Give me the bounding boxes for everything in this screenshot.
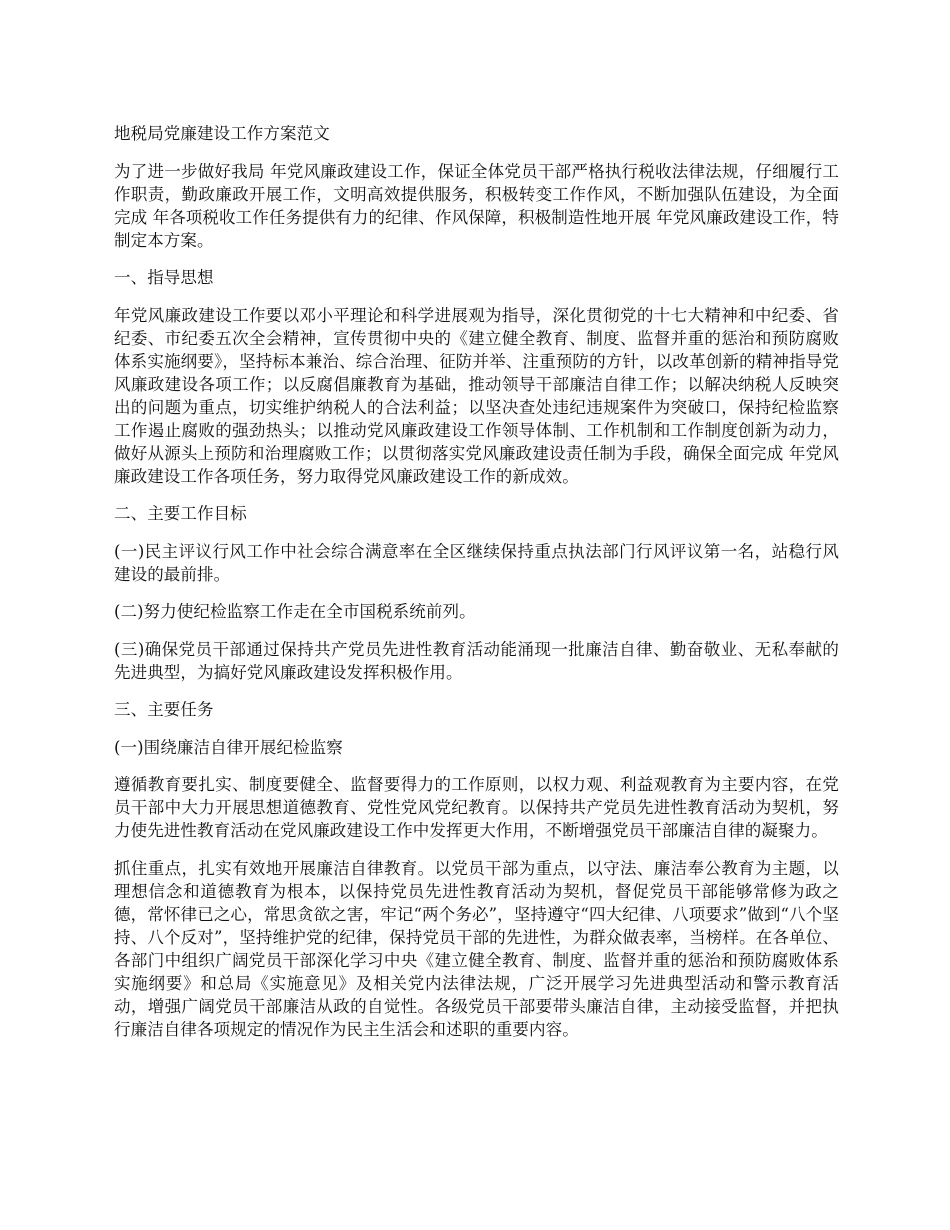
document-body <box>114 122 839 1055</box>
subsection-heading-task-1: (一)围绕廉洁自律开展纪检监察 <box>114 737 343 757</box>
document-title: 地税局党廉建设工作方案范文 <box>114 124 330 143</box>
goal-item-3: (三)确保党员干部通过保持共产党员先进性教育活动能涌现一批廉洁自律、勤奋敬业、无私奉献的先进典型，为搞好党风廉政建设发挥积极作用。 <box>114 639 839 682</box>
goal-item-1: (一)民主评议行风工作中社会综合满意率在全区继续保持重点执法部门行风评议第一名，站稳行风建设的最前排。 <box>114 541 839 584</box>
intro-paragraph: 为了进一步做好我局 年党风廉政建设工作，保证全体党员干部严格执行税收法律法规，仔细履行工作职责，勤政廉政开展工作，文明高效提供服务，积极转变工作作风，不断加强队伍建设，为全面完成 年各项税收工作任务提供有力的纪律、作风保障，积极制造性地开展 年党风廉政建设工作，特制定本方案。 <box>114 161 839 250</box>
section-heading-guiding-ideology: 一、指导思想 <box>114 268 214 287</box>
task-1-paragraph-2: 抓住重点，扎实有效地开展廉洁自律教育。以党员干部为重点，以守法、廉洁奉公教育为主题，以理想信念和道德教育为根本，以保持党员先进性教育活动为契机，督促党员干部能够常修为政之德，常怀律已之心，常思贪欲之害，牢记“两个务必”，坚持遵守“四大纪律、八项要求”做到“八个坚持、八个反对”，坚持维护党的纪律，保持党员干部的先进性，为群众做表率，当榜样。在各单位、各部门中组织广阔党员干部深化学习中央《建立健全教育、制度、监督并重的惩治和预防腐败体系实施纲要》和总局《实施意见》及相关党内法律法规，广泛开展学习先进典型活动和警示教育活动，增强广阔党员干部廉洁从政的自觉性。各级党员干部要带头廉洁自律，主动接受监督，并把执行廉洁自律各项规定的情况作为民主生活会和述职的重要内容。 <box>114 858 839 1039</box>
task-1-paragraph-1: 遵循教育要扎实、制度要健全、监督要得力的工作原则，以权力观、利益观教育为主要内容，在党员干部中大力开展思想道德教育、党性党风党纪教育。以保持共产党员先进性教育活动为契机，努力使先进性教育活动在党风廉政建设工作中发挥更大作用，不断增强党员干部廉洁自律的凝聚力。 <box>114 775 839 840</box>
section-heading-main-tasks: 三、主要任务 <box>114 700 214 719</box>
section-heading-main-goals: 二、主要工作目标 <box>114 504 247 523</box>
goal-item-2: (二)努力使纪检监察工作走在全市国税系统前列。 <box>114 602 476 621</box>
guiding-ideology-paragraph: 年党风廉政建设工作要以邓小平理论和科学进展观为指导，深化贯彻党的十七大精神和中纪委、省纪委、市纪委五次全会精神，宣传贯彻中央的《建立健全教育、制度、监督并重的惩治和预防腐败体系实施纲要》，坚持标本兼治、综合治理、征防并举、注重预防的方针，以改革创新的精神指导党风廉政建设各项工作；以反腐倡廉教育为基础，推动领导干部廉洁自律工作；以解决纳税人反映突出的问题为重点，切实维护纳税人的合法利益；以坚决查处违纪违规案件为突破口，保持纪检监察工作遏止腐败的强劲热头；以推动党风廉政建设工作领导体制、工作机制和工作制度创新为动力，做好从源头上预防和治理腐败工作；以贯彻落实党风廉政建设责任制为手段，确保全面完成 年党风廉政建设工作各项任务，努力取得党风廉政建设工作的新成效。 <box>114 305 839 486</box>
